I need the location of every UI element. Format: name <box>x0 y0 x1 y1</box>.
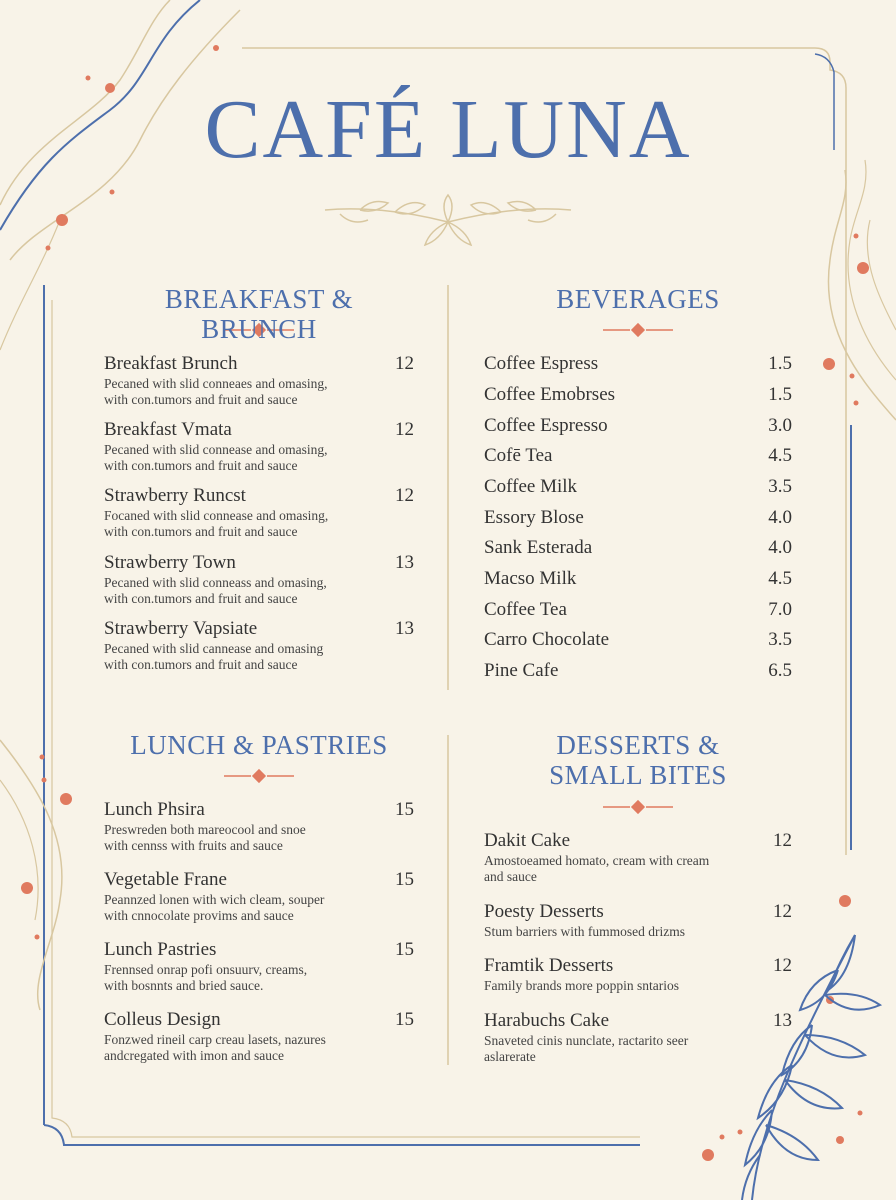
item-name: Coffee Espress <box>484 353 599 374</box>
beverage-row <box>484 660 792 684</box>
beverage-row <box>484 384 792 408</box>
beverage-row <box>484 537 792 561</box>
item-price: 1.5 <box>768 384 792 405</box>
item-name: Cofē Tea <box>484 445 553 466</box>
menu-item <box>104 353 414 408</box>
item-description: Preswreden both mareocool and snoe with cennss with fruits and sauce <box>104 822 306 853</box>
menu-item <box>104 1009 414 1064</box>
section-lunch <box>104 730 414 1063</box>
item-description: Pecaned with slid conneaes and omasing, with con.tumors and fruit and sauce <box>104 376 328 407</box>
item-price: 12 <box>395 419 414 440</box>
item-price: 12 <box>395 353 414 374</box>
menu-item <box>104 799 414 854</box>
item-name: Lunch Phsira <box>104 799 205 820</box>
item-description: Family brands more poppin sntarios <box>484 978 679 993</box>
beverage-row <box>484 507 792 531</box>
item-name: Coffee Tea <box>484 599 567 620</box>
menu-item <box>484 901 792 940</box>
beverage-row <box>484 476 792 500</box>
menu-item <box>104 552 414 607</box>
section-heading-beverages: BEVERAGES <box>556 284 720 314</box>
menu-item <box>104 485 414 540</box>
item-price: 13 <box>773 1010 792 1031</box>
item-price: 13 <box>395 618 414 639</box>
item-price: 12 <box>395 485 414 506</box>
item-name: Macso Milk <box>484 568 577 589</box>
section-breakfast <box>104 284 414 672</box>
item-name: Coffee Emobrses <box>484 384 616 405</box>
item-price: 4.0 <box>768 507 792 528</box>
item-name: Harabuchs Cake <box>484 1010 610 1031</box>
item-name: Colleus Design <box>104 1009 221 1030</box>
item-price: 1.5 <box>768 353 792 374</box>
item-price: 12 <box>773 830 792 851</box>
item-name: Strawberry Vapsiate <box>104 618 258 639</box>
item-name: Sank Esterada <box>484 537 593 558</box>
item-price: 4.5 <box>768 445 792 466</box>
item-price: 15 <box>395 1009 414 1030</box>
section-heading-desserts-line2: SMALL BITES <box>549 760 727 790</box>
item-name: Essory Blose <box>484 507 584 528</box>
item-price: 12 <box>773 901 792 922</box>
item-price: 7.0 <box>768 599 792 620</box>
item-name: Coffee Espresso <box>484 415 608 436</box>
item-name: Pine Cafe <box>484 660 559 681</box>
item-name: Breakfast Vmata <box>104 419 232 440</box>
item-description: Pecaned with slid conneass and omasing, with con.tumors and fruit and sauce <box>104 575 327 606</box>
item-description: Amostoeamed homato, cream with cream and sauce <box>484 853 710 884</box>
item-name: Carro Chocolate <box>484 629 610 650</box>
section-beverages <box>484 284 792 681</box>
item-description: Peannzed lonen with wich cleam, souper with cnnocolate provims and sauce <box>104 892 325 923</box>
menu-item <box>484 955 792 994</box>
item-price: 4.0 <box>768 537 792 558</box>
section-desserts <box>484 730 792 1064</box>
beverage-row <box>484 599 792 623</box>
menu-item <box>104 618 414 673</box>
beverage-row <box>484 415 792 439</box>
section-heading-breakfast: BREAKFAST & BRUNCH <box>164 284 354 344</box>
item-price: 3.5 <box>768 476 792 497</box>
item-price: 15 <box>395 799 414 820</box>
item-name: Vegetable Frane <box>104 869 227 890</box>
menu-item <box>104 939 414 994</box>
beverage-row <box>484 629 792 653</box>
item-price: 3.5 <box>768 629 792 650</box>
menu-item <box>104 869 414 924</box>
item-name: Coffee Milk <box>484 476 578 497</box>
item-description: Focaned with slid connease and omasing, with con.tumors and fruit and sauce <box>104 508 329 539</box>
item-price: 13 <box>395 552 414 573</box>
menu-item <box>484 830 792 885</box>
wave-flourish-left-icon <box>0 740 62 1010</box>
item-price: 15 <box>395 869 414 890</box>
beverage-row <box>484 445 792 469</box>
item-name: Strawberry Town <box>104 552 236 573</box>
item-price: 3.0 <box>768 415 792 436</box>
item-name: Lunch Pastries <box>104 939 217 960</box>
item-name: Framtik Desserts <box>484 955 614 976</box>
item-price: 6.5 <box>768 660 792 681</box>
item-name: Strawberry Runcst <box>104 485 246 506</box>
section-heading-lunch: LUNCH & PASTRIES <box>130 730 388 760</box>
wave-flourish-right-icon <box>828 160 896 420</box>
page-title: CAFÉ LUNA <box>204 83 692 176</box>
item-description: Fonzwed rineil carp creau lasets, nazures andcregated with imon and sauce <box>104 1032 326 1063</box>
item-description: Pecaned with slid connease and omasing, with con.tumors and fruit and sauce <box>104 442 328 473</box>
item-price: 15 <box>395 939 414 960</box>
item-name: Dakit Cake <box>484 830 571 851</box>
item-description: Frennsed onrap pofi onsuurv, creams, with bosnnts and bried sauce. <box>104 962 308 993</box>
item-description: Stum barriers with fummosed drizms <box>484 924 685 939</box>
item-description: Pecaned with slid cannease and omasing with con.tumors and fruit and sauce <box>104 641 324 672</box>
item-price: 12 <box>773 955 792 976</box>
item-description: Snaveted cinis nunclate, ractarito seer aslarerate <box>484 1033 689 1064</box>
section-heading-desserts-line1: DESSERTS & <box>556 730 720 760</box>
menu-item <box>104 419 414 474</box>
beverage-row <box>484 353 792 377</box>
item-name: Breakfast Brunch <box>104 353 238 374</box>
menu-item <box>484 1010 792 1065</box>
leaf-ornament-icon <box>325 195 571 245</box>
item-price: 4.5 <box>768 568 792 589</box>
beverage-row <box>484 568 792 592</box>
item-name: Poesty Desserts <box>484 901 604 922</box>
